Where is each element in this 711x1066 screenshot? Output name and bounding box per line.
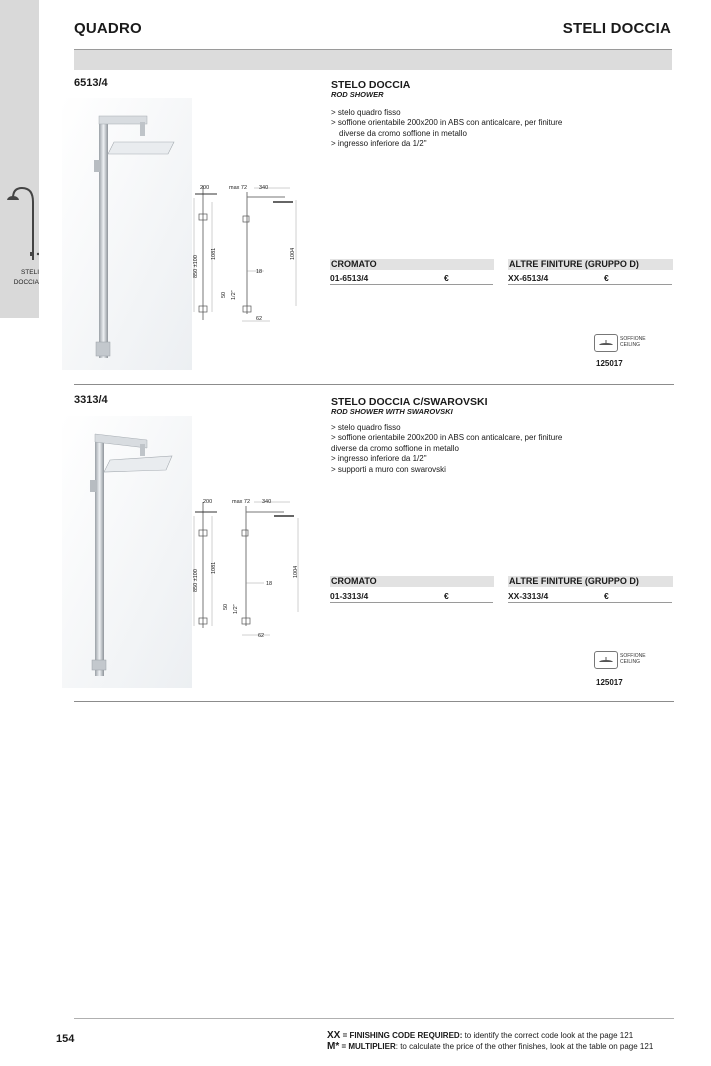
accessory-label: CEILING	[620, 659, 641, 665]
side-tab	[0, 0, 39, 318]
finish-other-header: ALTRE FINITURE (GRUPPO D)	[508, 259, 673, 270]
technical-drawing	[186, 494, 306, 640]
ceiling-shower-icon	[594, 334, 618, 352]
ceiling-shower-icon	[594, 651, 618, 669]
product-title: STELO DOCCIA C/SWAROVSKI	[331, 396, 488, 408]
finish-chrome-row	[330, 591, 493, 603]
currency-symbol: €	[604, 273, 609, 283]
accessory-label: SOFFIONE	[620, 336, 646, 342]
section-divider	[74, 384, 674, 385]
category-title: STELI DOCCIA	[562, 20, 671, 37]
note-text: to identify the correct code look at the page 121	[462, 1031, 634, 1040]
dim-label: 1004	[290, 247, 296, 260]
feature-list	[331, 423, 621, 475]
dim-label: 850 ±100	[193, 569, 199, 592]
footer-note-multiplier	[327, 1041, 653, 1052]
product-photo	[62, 416, 192, 688]
note-key: XX	[327, 1030, 341, 1041]
dim-label: 850 ±100	[193, 255, 199, 278]
technical-drawing	[186, 180, 306, 326]
dim-label: 62	[256, 316, 263, 322]
dim-label: max 72	[232, 499, 251, 505]
feature-item: diverse da cromo soffione in metallo	[339, 128, 467, 138]
accessory-code: 125017	[596, 359, 623, 368]
dim-label: 1004	[293, 565, 299, 578]
section-divider	[74, 701, 674, 702]
product-code: 3313/4	[74, 394, 108, 406]
page-number: 154	[56, 1033, 75, 1045]
note-bold: = MULTIPLIER	[339, 1042, 396, 1051]
accessory-code: 125017	[596, 678, 623, 687]
product-photo	[62, 98, 192, 370]
finish-other-code: XX-6513/4	[508, 273, 549, 283]
product-subtitle: ROD SHOWER	[331, 90, 384, 99]
note-text: : to calculate the price of the other finishes, look at the table on page 121	[395, 1042, 654, 1051]
currency-symbol: €	[444, 591, 449, 601]
feature-item: > ingresso inferiore da 1/2"	[331, 139, 427, 149]
finish-chrome-code: 01-3313/4	[330, 591, 369, 601]
footer-notes	[327, 1030, 653, 1052]
finish-other-header: ALTRE FINITURE (GRUPPO D)	[508, 576, 673, 587]
currency-symbol: €	[604, 591, 609, 601]
finish-chrome-row	[330, 273, 493, 285]
accessory-label: CEILING	[620, 342, 641, 348]
note-key: M*	[327, 1041, 340, 1052]
side-tab-label-1: STELI	[20, 269, 39, 276]
currency-symbol: €	[444, 273, 449, 283]
finish-chrome-header: CROMATO	[330, 576, 494, 587]
dim-label: 18	[266, 581, 273, 587]
dim-label: 50	[221, 291, 227, 298]
header-band	[74, 49, 672, 70]
dim-label: 1/2"	[233, 604, 239, 614]
feature-item: diverse da cromo soffione in metallo	[331, 443, 459, 453]
accessory-label: SOFFIONE	[620, 653, 646, 659]
dim-label: 18	[256, 269, 263, 275]
feature-item: > soffione orientabile 200x200 in ABS con anticalcare, per finiture	[331, 433, 563, 443]
finish-other-row	[508, 591, 672, 603]
footer-divider	[74, 1018, 674, 1019]
dim-label: 1/2"	[231, 290, 237, 300]
feature-item: > stelo quadro fisso	[331, 423, 401, 432]
dim-label: 1081	[211, 561, 217, 574]
dim-label: 62	[258, 633, 265, 639]
feature-item: > soffione orientabile 200x200 in ABS con anticalcare, per finiture	[331, 118, 563, 128]
side-tab-label-2: DOCCIA	[13, 279, 39, 286]
collection-title: QUADRO	[74, 20, 142, 37]
product-title: STELO DOCCIA	[331, 79, 411, 91]
finish-other-row	[508, 273, 672, 285]
feature-item: > ingresso inferiore da 1/2"	[331, 454, 427, 464]
dim-label: 200	[200, 185, 210, 191]
feature-item: > supporti a muro con swarovski	[331, 464, 446, 474]
dim-label: 340	[262, 499, 272, 505]
feature-list	[331, 108, 621, 150]
dim-label: 340	[259, 185, 269, 191]
feature-item: > stelo quadro fisso	[331, 108, 401, 117]
note-bold: = FINISHING CODE REQUIRED:	[340, 1031, 463, 1040]
footer-note-finishing	[327, 1030, 653, 1041]
product-subtitle: ROD SHOWER WITH SWAROVSKI	[331, 407, 453, 416]
product-code: 6513/4	[74, 77, 108, 89]
dim-label: 1081	[211, 247, 217, 260]
finish-chrome-code: 01-6513/4	[330, 273, 369, 283]
finish-chrome-header: CROMATO	[330, 259, 494, 270]
finish-other-code: XX-3313/4	[508, 591, 549, 601]
dim-label: 50	[223, 603, 229, 610]
dim-label: max 72	[229, 185, 248, 191]
dim-label: 200	[203, 499, 213, 505]
shower-category-icon	[5, 182, 39, 262]
